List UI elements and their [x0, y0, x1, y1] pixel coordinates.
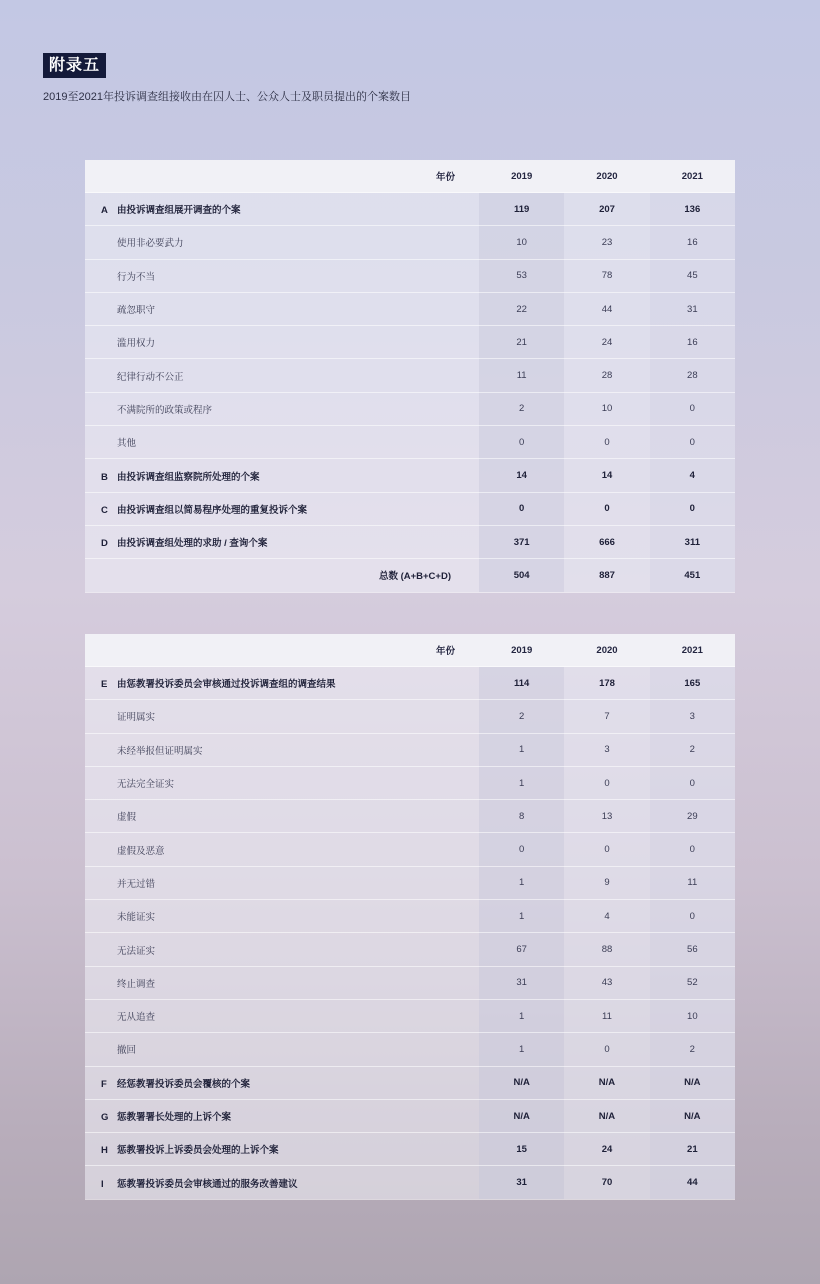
page-subtitle: 2019至2021年投诉调查组接收由在囚人士、公众人士及职员提出的个案数目	[43, 91, 411, 103]
value-cell: 22	[479, 292, 564, 325]
row-label-cell	[85, 766, 479, 799]
value-cell: 114	[479, 667, 564, 700]
row-label-cell	[85, 900, 479, 933]
row-label: 惩教署投诉委员会审核通过的服务改善建议	[117, 1178, 298, 1190]
row-label: 经惩教署投诉委员会覆核的个案	[117, 1078, 251, 1090]
value-cell: 178	[564, 667, 649, 700]
table-row	[85, 766, 735, 799]
row-letter: I	[101, 1178, 104, 1190]
table-row	[85, 733, 735, 766]
table-row	[85, 999, 735, 1032]
row-sublabel: 其他	[117, 438, 137, 450]
value-cell: 10	[479, 226, 564, 259]
table-header-row	[85, 634, 735, 667]
value-cell: 0	[564, 492, 649, 525]
total-label: 总数 (A+B+C+D)	[85, 559, 479, 592]
row-sublabel: 行为不当	[117, 271, 156, 283]
value-cell: 44	[564, 292, 649, 325]
table-row	[85, 1033, 735, 1066]
row-label-cell	[85, 1066, 479, 1099]
value-cell: 0	[564, 766, 649, 799]
value-cell: 13	[564, 800, 649, 833]
year-header: 2021	[650, 160, 735, 193]
value-cell: 23	[564, 226, 649, 259]
value-cell: 70	[564, 1166, 649, 1199]
value-cell: 2	[479, 700, 564, 733]
table-row	[85, 359, 735, 392]
value-cell: 0	[564, 426, 649, 459]
value-cell: 11	[650, 866, 735, 899]
table-row	[85, 933, 735, 966]
table-row	[85, 392, 735, 425]
row-sublabel: 滥用权力	[117, 338, 156, 350]
year-header: 2019	[479, 160, 564, 193]
table-row	[85, 492, 735, 525]
year-column-label: 年份	[85, 634, 479, 667]
value-cell: 0	[479, 833, 564, 866]
row-sublabel: 证明属实	[117, 712, 156, 724]
value-cell: 119	[479, 193, 564, 226]
table-row	[85, 900, 735, 933]
value-cell: 11	[479, 359, 564, 392]
value-cell: 0	[650, 392, 735, 425]
value-cell: 31	[650, 292, 735, 325]
total-row	[85, 559, 735, 592]
table-row	[85, 966, 735, 999]
row-label: 由投诉调查组以简易程序处理的重复投诉个案	[117, 504, 308, 516]
row-letter: G	[101, 1112, 109, 1123]
value-cell: 1	[479, 1033, 564, 1066]
row-label: 惩教署投诉上诉委员会处理的上诉个案	[117, 1145, 279, 1157]
row-label-cell	[85, 292, 479, 325]
row-label-cell	[85, 525, 479, 558]
row-label-cell	[85, 966, 479, 999]
row-sublabel: 撤回	[117, 1045, 137, 1057]
value-cell: 56	[650, 933, 735, 966]
row-label-cell	[85, 426, 479, 459]
row-label-cell	[85, 459, 479, 492]
table-row	[85, 1133, 735, 1166]
row-sublabel: 虚假	[117, 812, 137, 824]
table-row	[85, 1099, 735, 1132]
value-cell: 21	[650, 1133, 735, 1166]
table-row	[85, 667, 735, 700]
value-cell: 29	[650, 800, 735, 833]
table-row	[85, 292, 735, 325]
value-cell: 9	[564, 866, 649, 899]
value-cell: 0	[650, 900, 735, 933]
row-label-cell	[85, 1166, 479, 1199]
value-cell: 45	[650, 259, 735, 292]
value-cell: N/A	[479, 1066, 564, 1099]
row-letter: E	[101, 679, 108, 691]
table-row	[85, 459, 735, 492]
row-sublabel: 无法完全证实	[117, 779, 175, 791]
year-header: 2020	[564, 634, 649, 667]
row-label-cell	[85, 667, 479, 700]
table-row	[85, 1166, 735, 1199]
year-header: 2019	[479, 634, 564, 667]
table-row	[85, 833, 735, 866]
value-cell: 67	[479, 933, 564, 966]
year-header: 2020	[564, 160, 649, 193]
row-sublabel: 纪律行动不公正	[117, 371, 184, 383]
row-label: 由投诉调查组监察院所处理的个案	[117, 471, 260, 483]
value-cell: N/A	[650, 1066, 735, 1099]
value-cell: 52	[650, 966, 735, 999]
value-cell: 0	[479, 426, 564, 459]
value-cell: 1	[479, 999, 564, 1032]
row-label-cell	[85, 800, 479, 833]
table-row	[85, 1066, 735, 1099]
value-cell: 0	[479, 492, 564, 525]
row-label-cell	[85, 359, 479, 392]
row-label-cell	[85, 700, 479, 733]
value-cell: 8	[479, 800, 564, 833]
value-cell: 165	[650, 667, 735, 700]
row-sublabel: 不满院所的政策或程序	[117, 404, 213, 416]
row-label-cell	[85, 193, 479, 226]
row-label: 由惩教署投诉委员会审核通过投诉调查组的调查结果	[117, 679, 336, 691]
total-value-cell: 504	[479, 559, 564, 592]
row-sublabel: 未能证实	[117, 912, 156, 924]
row-label-cell	[85, 933, 479, 966]
total-value-cell: 451	[650, 559, 735, 592]
value-cell: N/A	[479, 1099, 564, 1132]
row-label: 由投诉调查组处理的求助 / 查询个案	[117, 538, 268, 550]
row-sublabel: 使用非必要武力	[117, 238, 184, 250]
row-letter: C	[101, 504, 108, 516]
value-cell: 24	[564, 1133, 649, 1166]
value-cell: 3	[650, 700, 735, 733]
value-cell: 0	[564, 1033, 649, 1066]
value-cell: 10	[564, 392, 649, 425]
value-cell: 21	[479, 326, 564, 359]
row-label-cell	[85, 1033, 479, 1066]
value-cell: 311	[650, 525, 735, 558]
value-cell: 88	[564, 933, 649, 966]
row-label-cell	[85, 1133, 479, 1166]
value-cell: 4	[650, 459, 735, 492]
value-cell: 53	[479, 259, 564, 292]
year-header: 2021	[650, 634, 735, 667]
row-letter: D	[101, 538, 108, 550]
year-column-label: 年份	[85, 160, 479, 193]
value-cell: 16	[650, 226, 735, 259]
row-sublabel: 无从追查	[117, 1012, 156, 1024]
value-cell: 1	[479, 766, 564, 799]
value-cell: 0	[650, 833, 735, 866]
value-cell: 136	[650, 193, 735, 226]
value-cell: 43	[564, 966, 649, 999]
value-cell: 0	[650, 766, 735, 799]
value-cell: 31	[479, 966, 564, 999]
value-cell: 666	[564, 525, 649, 558]
table-row	[85, 800, 735, 833]
table-row	[85, 525, 735, 558]
value-cell: N/A	[564, 1099, 649, 1132]
table-row	[85, 326, 735, 359]
value-cell: N/A	[650, 1099, 735, 1132]
value-cell: 4	[564, 900, 649, 933]
value-cell: 14	[479, 459, 564, 492]
value-cell: 0	[650, 492, 735, 525]
row-label-cell	[85, 259, 479, 292]
appendix-badge: 附录五	[43, 53, 106, 78]
row-letter: A	[101, 205, 108, 217]
row-sublabel: 终止调查	[117, 978, 156, 990]
value-cell: 0	[650, 426, 735, 459]
row-label-cell	[85, 326, 479, 359]
value-cell: 1	[479, 866, 564, 899]
review-results-table	[85, 634, 735, 1200]
table-row	[85, 866, 735, 899]
value-cell: 2	[650, 1033, 735, 1066]
row-label: 惩教署署长处理的上诉个案	[117, 1112, 232, 1123]
total-value-cell: 887	[564, 559, 649, 592]
row-sublabel: 虚假及恶意	[117, 845, 165, 857]
row-sublabel: 未经举报但证明属实	[117, 745, 203, 757]
table-header-row	[85, 160, 735, 193]
value-cell: 24	[564, 326, 649, 359]
value-cell: 10	[650, 999, 735, 1032]
value-cell: 0	[564, 833, 649, 866]
value-cell: 44	[650, 1166, 735, 1199]
row-label-cell	[85, 866, 479, 899]
value-cell: 2	[650, 733, 735, 766]
table-row	[85, 426, 735, 459]
row-label-cell	[85, 492, 479, 525]
value-cell: 16	[650, 326, 735, 359]
row-label-cell	[85, 999, 479, 1032]
row-sublabel: 疏忽职守	[117, 305, 156, 317]
value-cell: 371	[479, 525, 564, 558]
value-cell: 3	[564, 733, 649, 766]
row-sublabel: 并无过错	[117, 878, 156, 890]
value-cell: N/A	[564, 1066, 649, 1099]
row-letter: F	[101, 1078, 107, 1090]
value-cell: 31	[479, 1166, 564, 1199]
value-cell: 207	[564, 193, 649, 226]
row-label-cell	[85, 1099, 479, 1132]
row-label-cell	[85, 226, 479, 259]
value-cell: 1	[479, 733, 564, 766]
value-cell: 2	[479, 392, 564, 425]
table-row	[85, 226, 735, 259]
table-row	[85, 193, 735, 226]
row-sublabel: 无法证实	[117, 945, 156, 957]
value-cell: 28	[564, 359, 649, 392]
value-cell: 28	[650, 359, 735, 392]
row-letter: H	[101, 1145, 108, 1157]
value-cell: 11	[564, 999, 649, 1032]
value-cell: 14	[564, 459, 649, 492]
row-label-cell	[85, 392, 479, 425]
row-label-cell	[85, 833, 479, 866]
complaints-table	[85, 160, 735, 593]
row-label: 由投诉调查组展开调查的个案	[117, 205, 241, 217]
table-row	[85, 259, 735, 292]
table-row	[85, 700, 735, 733]
row-letter: B	[101, 471, 108, 483]
value-cell: 7	[564, 700, 649, 733]
value-cell: 78	[564, 259, 649, 292]
row-label-cell	[85, 733, 479, 766]
value-cell: 1	[479, 900, 564, 933]
value-cell: 15	[479, 1133, 564, 1166]
